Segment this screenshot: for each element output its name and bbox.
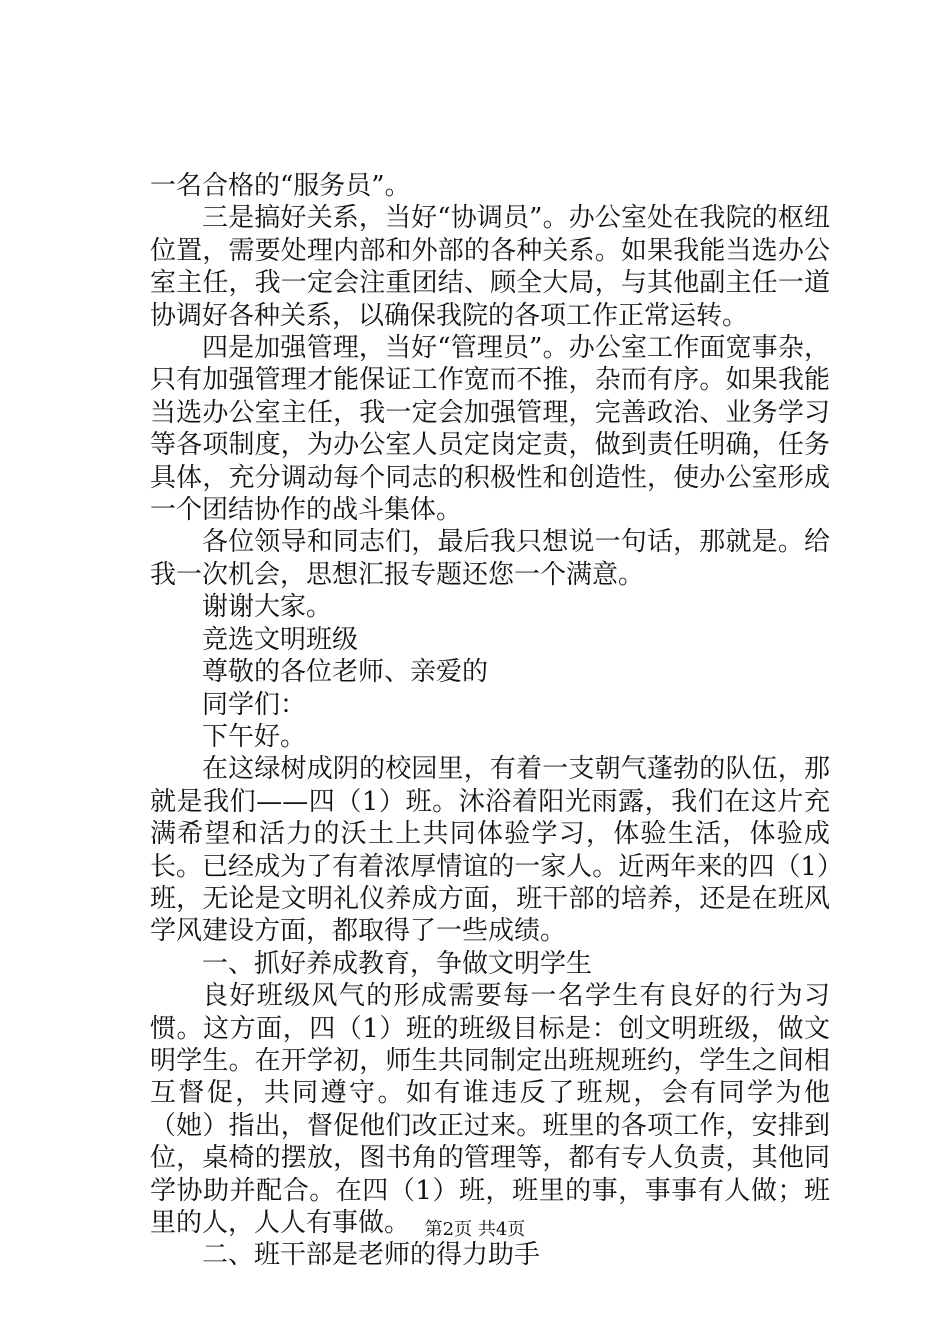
paragraph: 三是搞好关系，当好“协调员”。办公室处在我院的枢纽位置，需要处理内部和外部的各种关系。如果我能当选办公室主任，我一定会注重团结、顾全大局，与其他副主任一道协调好各种关系，以确保我院的各项工作正常运转。	[150, 203, 830, 331]
paragraph: 在这绿树成阴的校园里，有着一支朝气蓬勃的队伍，那就是我们——四（1）班。沐浴着阳光雨露，我们在这片充满希望和活力的沃土上共同体验学习，体验生活，体验成长。已经成为了有着浓厚情谊的一家人。近两年来的四（1）班，无论是文明礼仪养成方面，班干部的培养，还是在班风学风建设方面，都取得了一些成绩。	[150, 754, 830, 947]
paragraph: 四是加强管理，当好“管理员”。办公室工作面宽事杂，只有加强管理才能保证工作宽而不推，杂而有序。如果我能当选办公室主任，我一定会加强管理，完善政治、业务学习等各项制度，为办公室人员定岗定责，做到责任明确，任务具体，充分调动每个同志的积极性和创造性，使办公室形成一个团结协作的战斗集体。	[150, 333, 830, 526]
paragraph: 一名合格的“服务员”。	[150, 171, 411, 201]
paragraph: 良好班级风气的形成需要每一名学生有良好的行为习惯。这方面，四（1）班的班级目标是：创文明班级，做文明学生。在开学初，师生共同制定出班规班约，学生之间相互督促，共同遵守。如有谁违反了班规，会有同学为他（她）指出，督促他们改正过来。班里的各项工作，安排到位，桌椅的摆放，图书角的管理等，都有专人负责，其他同学协助并配合。在四（1）班，班里的事，事事有人做；班里的人，人人有事做。	[150, 981, 830, 1238]
paragraph: 下午好。	[202, 721, 307, 752]
section-heading: 一、抓好养成教育，争做文明学生	[202, 948, 593, 979]
document-body	[150, 170, 830, 1272]
section-heading: 二、班干部是老师的得力助手	[202, 1240, 541, 1271]
paragraph: 各位领导和同志们，最后我只想说一句话，那就是。给我一次机会，思想汇报专题还您一个满意。	[150, 527, 830, 590]
paragraph: 尊敬的各位老师、亲爱的	[202, 657, 489, 688]
paragraph: 谢谢大家。	[202, 592, 333, 623]
paragraph: 同学们：	[202, 689, 307, 720]
page-number-footer: 第2页 共4页	[424, 1219, 526, 1240]
section-title: 竞选文明班级	[202, 624, 359, 655]
